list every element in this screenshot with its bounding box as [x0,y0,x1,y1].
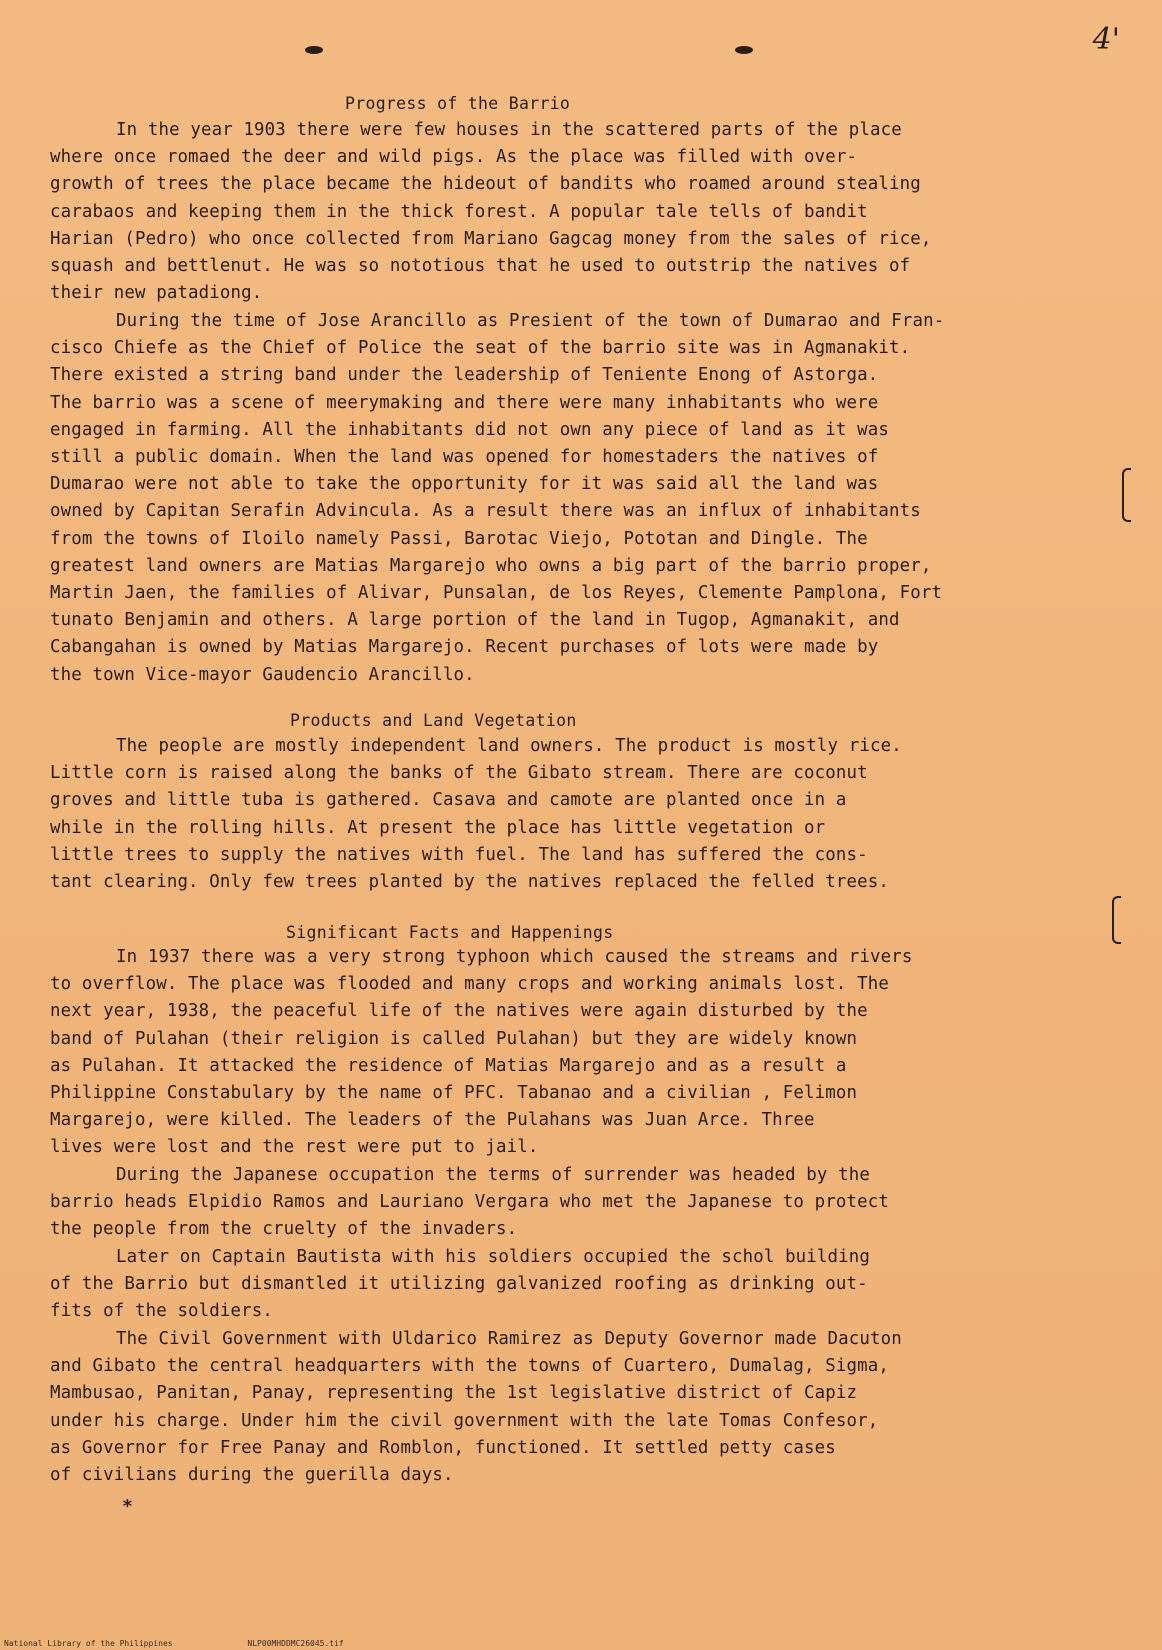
text-line: their new patadiong. [50,283,263,304]
text-line: lives were lost and the rest were put to jail. [50,1137,539,1158]
text-line: During the time of Jose Arancillo as Presient of the town of Dumarao and Fran- [116,311,945,331]
text-line: In the year 1903 there were few houses in the scattered parts of the place [116,120,902,140]
text-line: from the towns of Iloilo namely Passi, Barotac Viejo, Pototan and Dingle. The [50,528,868,549]
paragraph-facts-2 [50,1162,1120,1244]
section-title-significant-facts: Significant Facts and Happenings [286,923,614,942]
text-line: In 1937 there was a very strong typhoon which caused the streams and rivers [116,947,913,967]
page-number: 4' [1092,22,1120,57]
text-line: cisco Chiefe as the Chief of Police the seat of the barrio site was in Agmanakit. [50,338,911,359]
paragraph-facts-4 [50,1326,1120,1489]
text-line: under his charge. Under him the civil government with the late Tomas Confesor, [50,1410,879,1431]
text-line: still a public domain. When the land was opened for homestaders the natives of [50,447,879,468]
paragraph-products-1 [50,733,1120,896]
text-line: as Governor for Free Panay and Romblon, functioned. It settled petty cases [50,1437,836,1458]
text-line: fits of the soldiers. [50,1301,274,1322]
text-line: to overflow. The place was flooded and many crops and working animals lost. The [50,974,889,995]
text-line: Dumarao were not able to take the opportunity for it was said all the land was [50,474,879,495]
margin-bracket-lower [1112,896,1121,944]
text-line: owned by Capitan Serafin Advincula. As a result there was an influx of inhabitants [50,501,921,522]
paragraph-progress-2 [50,308,1120,689]
text-line: greatest land owners are Matias Margarejo who owns a big part of the barrio proper, [50,555,932,576]
text-line: engaged in farming. All the inhabitants did not own any piece of land as it was [50,419,889,440]
text-line: squash and bettlenut. He was so nototious that he used to outstrip the natives of [50,256,911,277]
paragraph-progress-1 [50,117,1120,307]
text-line: band of Pulahan (their religion is called Pulahan) but they are widely known [50,1028,858,1049]
text-line: Martin Jaen, the families of Alivar, Punsalan, de los Reyes, Clemente Pamplona, Fort [50,583,943,604]
punch-hole-mark-left [305,46,323,54]
text-line: Philippine Constabulary by the name of PFC. Tabanao and a civilian , Felimon [50,1083,858,1104]
text-line: Later on Captain Bautista with his soldiers occupied the schol building [116,1247,871,1267]
text-line: of the Barrio but dismantled it utilizing galvanized roofing as drinking out- [50,1274,868,1295]
text-line: There existed a string band under the leadership of Teniente Enong of Astorga. [50,365,879,386]
text-line: Margarejo, were killed. The leaders of the Pulahans was Juan Arce. Three [50,1110,815,1131]
text-line: tunato Benjamin and others. A large portion of the land in Tugop, Agmanakit, and [50,610,900,631]
text-line: Mambusao, Panitan, Panay, representing the 1st legislative district of Capiz [50,1383,858,1404]
text-line: barrio heads Elpidio Ramos and Lauriano Vergara who met the Japanese to protect [50,1192,889,1213]
section-title-products: Products and Land Vegetation [290,711,577,730]
text-line: as Pulahan. It attacked the residence of Matias Margarejo and as a result a [50,1055,847,1076]
text-line: Little corn is raised along the banks of the Gibato stream. There are coconut [50,763,868,784]
text-line: little trees to supply the natives with fuel. The land has suffered the cons- [50,844,868,865]
end-mark: * [122,1496,133,1517]
text-line: while in the rolling hills. At present the place has little vegetation or [50,817,826,838]
footer-file-id: NLP00MHDDMC26045.tif [247,1639,344,1648]
footer-institution: National Library of the Philippines [4,1639,173,1648]
text-line: The Civil Government with Uldarico Ramirez as Deputy Governor made Dacuton [116,1329,902,1349]
text-line: tant clearing. Only few trees planted by the natives replaced the felled trees. [50,872,889,893]
paragraph-facts-3 [50,1244,1120,1326]
text-line: groves and little tuba is gathered. Casava and camote are planted once in a [50,790,847,811]
punch-hole-mark-right [735,46,753,54]
text-line: where once romaed the deer and wild pigs. As the place was filled with over- [50,147,858,168]
section-title-progress: Progress of the Barrio [345,94,571,113]
archive-footer [4,1639,414,1648]
text-line: Harian (Pedro) who once collected from Mariano Gagcag money from the sales of rice, [50,228,932,249]
text-line: and Gibato the central headquarters with the towns of Cuartero, Dumalag, Sigma, [50,1356,889,1377]
text-line: Cabangahan is owned by Matias Margarejo. Recent purchases of lots were made by [50,637,879,658]
paragraph-facts-1 [50,944,1120,1162]
text-line: the town Vice-mayor Gaudencio Arancillo. [50,664,475,685]
text-line: The people are mostly independent land owners. The product is mostly rice. [116,736,902,756]
text-line: During the Japanese occupation the terms of surrender was headed by the [116,1165,871,1185]
text-line: of civilians during the guerilla days. [50,1465,454,1486]
margin-bracket-upper [1122,468,1131,522]
text-line: The barrio was a scene of meerymaking and there were many inhabitants who were [50,392,879,413]
text-line: growth of trees the place became the hideout of bandits who roamed around stealing [50,174,921,195]
text-line: next year, 1938, the peaceful life of the natives were again disturbed by the [50,1001,868,1022]
text-line: carabaos and keeping them in the thick forest. A popular tale tells of bandit [50,201,868,222]
text-line: the people from the cruelty of the invaders. [50,1219,518,1240]
